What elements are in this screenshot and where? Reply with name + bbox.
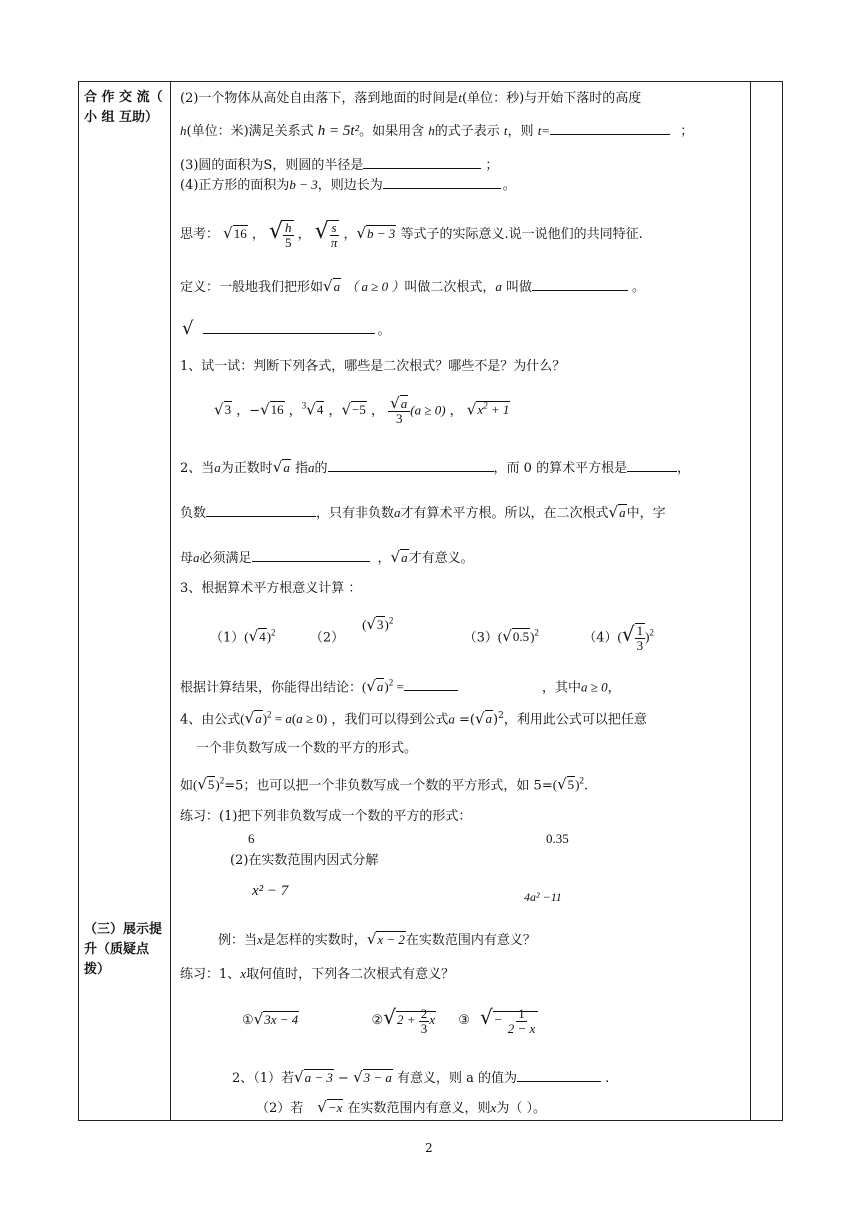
exercise-1: 练习：(1)把下列非负数写成一个数的平方的形式： bbox=[180, 809, 472, 824]
question-2-line-3: 母a必须满足 ，√a才有意义。 bbox=[180, 548, 474, 566]
answer-blank-negative[interactable] bbox=[206, 504, 316, 517]
section-label-presentation: （三）展示提升（质疑点拨） bbox=[84, 922, 163, 977]
exercise-2: (2)在实数范围内因式分解 bbox=[230, 853, 379, 868]
think-line: 思考： √16 ， √ $\frac{h}{5}$ ， √ $\frac{s}{\pi}$ ，√b − 3 等式子的实际意义.说一说他们的共同特征. bbox=[180, 219, 643, 250]
answer-blank-radius[interactable] bbox=[363, 156, 481, 169]
table-left-border bbox=[78, 81, 79, 1121]
exercise-1-a: 6 bbox=[248, 831, 255, 846]
question-1: 1、试一试：判断下列各式，哪些是二次根式？哪些不是？为什么？ bbox=[180, 359, 566, 374]
answer-blank-a-value[interactable] bbox=[517, 1069, 601, 1082]
answer-blank-t[interactable] bbox=[550, 122, 670, 135]
answer-blank-radicand[interactable] bbox=[532, 278, 628, 291]
answer-blank-side[interactable] bbox=[383, 176, 501, 189]
practice-1: 练习：1、x取何值时，下列各二次根式有意义？ bbox=[180, 966, 455, 982]
practice-1-expressions: ①√3x − 4 ②√2 + $\frac{2}{3}$ x ③ √− $\frac{1}{2 - x}$ bbox=[242, 1000, 538, 1040]
example-square-form: 如$(√5)^2=5$；也可以把一个非负数写成一个数的平方形式，如 $5=(√5)^2$. bbox=[180, 775, 589, 794]
table-col-divider-2 bbox=[750, 81, 751, 1121]
practice-2-part-1: 2、（1）若√a − 3 − √3 − a 有意义，则 a 的值为 . bbox=[232, 1068, 610, 1086]
question-4-line-2: 一个非负数写成一个数的平方的形式。 bbox=[196, 741, 418, 756]
answer-blank-radical-sign[interactable] bbox=[203, 321, 375, 334]
section-label-cooperation: 合 作 交 流（ 小 组 互助） bbox=[84, 90, 163, 125]
page-number: 2 bbox=[425, 1141, 433, 1155]
problem-4: (4)正方形的面积为b − 3，则边长为 。 bbox=[180, 177, 516, 193]
exercise-1-b: 0.35 bbox=[546, 831, 569, 846]
question-2-line-2: 负数 ，只有非负数a才有算术平方根。所以，在二次根式√a中，字 bbox=[180, 503, 666, 521]
practice-2-part-2: （2）若 √−x 在实数范围内有意义，则x为（ ）。 bbox=[256, 1098, 546, 1116]
table-right-border bbox=[782, 81, 783, 1121]
question-3-expressions: $(1)(√4)^2$ $(2)(√3)^2$ $(3)(√0.5)^2$ （4）(√ $\frac{1}{3}$ )$^2$ bbox=[210, 615, 654, 654]
answer-blank-meaning[interactable] bbox=[328, 459, 494, 472]
conclusion-line: 根据计算结果，你能得出结论：$(√a)^2$ = ，其中a ≥ 0， bbox=[180, 677, 621, 696]
problem-2-line-2: h(单位：米)满足关系式 h = 5t²。如果用含 h的式子表示 t，则 t= ； bbox=[180, 123, 694, 139]
definition-line: 定义：一般地我们把形如√a （ a ≥ 0 ）叫做二次根式，a 叫做 。 bbox=[180, 277, 646, 295]
answer-blank-condition[interactable] bbox=[252, 549, 370, 562]
table-col-divider-1 bbox=[170, 81, 171, 1121]
table-bottom-border bbox=[78, 1120, 782, 1121]
worked-example: 例：当x是怎样的实数时，√x − 2在实数范围内有意义？ bbox=[218, 930, 536, 948]
table-top-border bbox=[78, 81, 782, 82]
question-3: 3、根据算术平方根意义计算 ： bbox=[180, 581, 362, 596]
exercise-2-a: x² − 7 bbox=[252, 883, 289, 899]
question-2-line-1: 2、当a为正数时√a 指a的 ，而 0 的算术平方根是 ， bbox=[180, 458, 691, 476]
question-1-expressions: √3 ，−√16 ，$^3$√4 ，√−5 ， $\frac{√a}{3}$ (a ≥ 0) ， $√x^2 + 1$ bbox=[214, 393, 510, 426]
answer-blank-conclusion[interactable] bbox=[404, 678, 458, 691]
answer-blank-zero-root[interactable] bbox=[627, 459, 677, 472]
exercise-2-b: 4a² −11 bbox=[524, 890, 562, 904]
problem-2-line-1: (2)一个物体从高处自由落下，落到地面的时间是t(单位：秒)与开始下落时的高度 bbox=[180, 90, 642, 106]
question-4-line-1: 4、由公式$(√a)^2 = a(a \ge 0)$ ，我们可以得到公式$a =(√a)^2$，利用此公式可以把任意 bbox=[180, 709, 647, 728]
radical-sign-line: √ 。 bbox=[182, 318, 391, 339]
problem-3: (3)圆的面积为S，则圆的半径是 ； bbox=[180, 158, 499, 173]
